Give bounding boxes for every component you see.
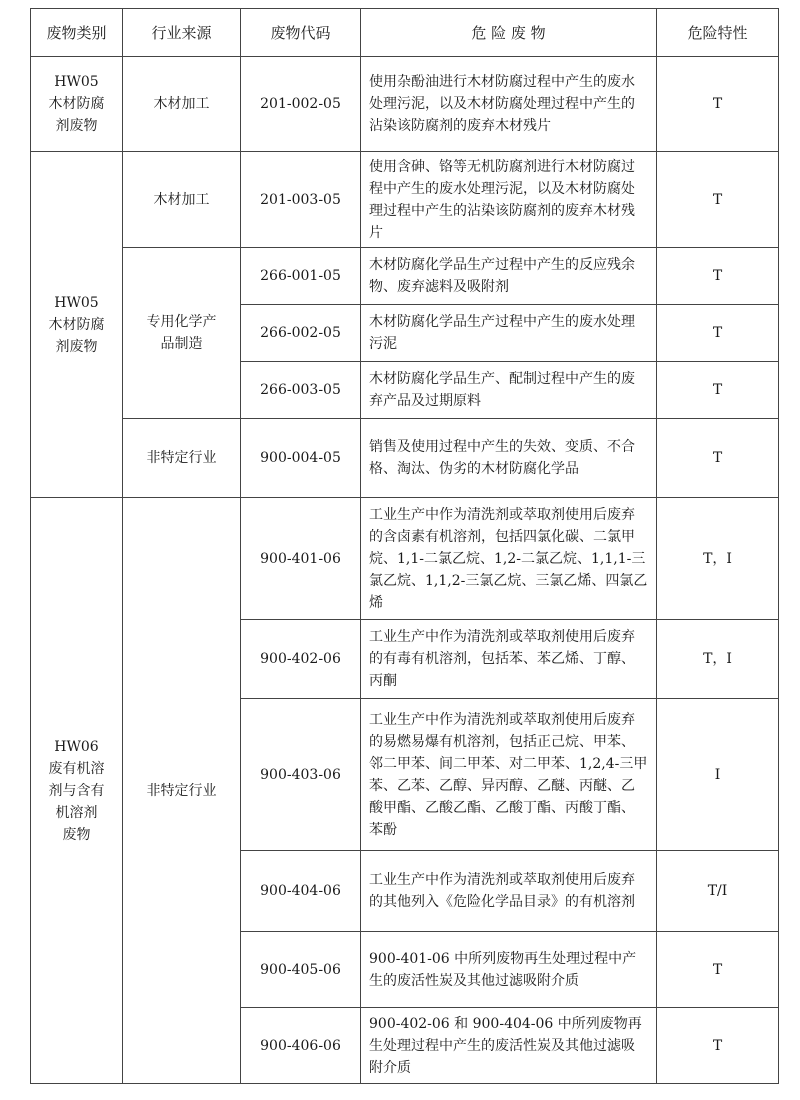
industry-source: 木材加工: [123, 152, 241, 248]
hazard-property: T: [657, 152, 779, 248]
hazard-property: T，I: [657, 498, 779, 620]
waste-description: 工业生产中作为清洗剂或萃取剂使用后废弃的其他列入《危险化学品目录》的有机溶剂: [361, 851, 657, 932]
industry-source-cell: [123, 248, 241, 419]
waste-code: 900-406-06: [241, 1008, 361, 1084]
table-row: [31, 248, 779, 305]
waste-description: 使用含砷、铬等无机防腐剂进行木材防腐过程中产生的废水处理污泥，以及木材防腐处理过程中产生的沾染该防腐剂的废弃木材残片: [361, 152, 657, 248]
hazard-property: T: [657, 57, 779, 152]
header-waste: 危 险 废 物: [361, 9, 657, 57]
waste-category-cell: [31, 498, 123, 1084]
header-property: 危险特性: [657, 9, 779, 57]
waste-description: 工业生产中作为清洗剂或萃取剂使用后废弃的有毒有机溶剂，包括苯、苯乙烯、丁醇、丙酮: [361, 620, 657, 699]
waste-code: 266-003-05: [241, 362, 361, 419]
header-industry: 行业来源: [123, 9, 241, 57]
waste-code: 900-004-05: [241, 419, 361, 498]
hazard-property: T，I: [657, 620, 779, 699]
industry-source: 非特定行业: [123, 498, 241, 1084]
waste-description: 木材防腐化学品生产、配制过程中产生的废弃产品及过期原料: [361, 362, 657, 419]
waste-description: 使用杂酚油进行木材防腐过程中产生的废水处理污泥，以及木材防腐处理过程中产生的沾染该防腐剂的废弃木材残片: [361, 57, 657, 152]
industry-source: 非特定行业: [123, 419, 241, 498]
waste-code: 266-001-05: [241, 248, 361, 305]
waste-description: 销售及使用过程中产生的失效、变质、不合格、淘汰、伪劣的木材防腐化学品: [361, 419, 657, 498]
waste-category: HW06 废有机溶 剂与含有 机溶剂 废物: [48, 738, 105, 843]
waste-description: 木材防腐化学品生产过程中产生的反应残余物、废弃滤料及吸附剂: [361, 248, 657, 305]
waste-description: 木材防腐化学品生产过程中产生的废水处理污泥: [361, 305, 657, 362]
table-row: [31, 419, 779, 498]
hazardous-waste-table: [30, 8, 779, 1084]
header-category: 废物类别: [31, 9, 123, 57]
hazard-property: T: [657, 305, 779, 362]
waste-description: 工业生产中作为清洗剂或萃取剂使用后废弃的易燃易爆有机溶剂，包括正己烷、甲苯、邻二甲苯、间二甲苯、对二甲苯、1,2,4-三甲苯、乙苯、乙醇、异丙醇、乙醚、丙醚、乙酸甲酯、乙酸乙酯、乙酸丁酯、丙酸丁酯、苯酚: [361, 699, 657, 851]
table-row: [31, 152, 779, 248]
industry-source: 专用化学产 品制造: [146, 314, 217, 352]
header-code: 废物代码: [241, 9, 361, 57]
waste-description: 工业生产中作为清洗剂或萃取剂使用后废弃的含卤素有机溶剂，包括四氯化碳、二氯甲烷、1,1-二氯乙烷、1,2-二氯乙烷、1,1,1-三氯乙烷、1,1,2-三氯乙烷、三氯乙烯、四氯乙烯: [361, 498, 657, 620]
header-row: [31, 9, 779, 57]
waste-code: 900-401-06: [241, 498, 361, 620]
waste-code: 201-003-05: [241, 152, 361, 248]
waste-category-cell: [31, 152, 123, 498]
hazard-property: T: [657, 419, 779, 498]
hazard-property: T: [657, 248, 779, 305]
waste-code: 900-405-06: [241, 932, 361, 1008]
waste-category: HW05 木材防腐 剂废物: [48, 294, 105, 355]
hazard-property: T/I: [657, 851, 779, 932]
waste-code: 201-002-05: [241, 57, 361, 152]
waste-category-cell: [31, 57, 123, 152]
waste-code: 900-403-06: [241, 699, 361, 851]
hazard-property: I: [657, 699, 779, 851]
waste-code: 900-404-06: [241, 851, 361, 932]
table-row: [31, 57, 779, 152]
waste-code: 266-002-05: [241, 305, 361, 362]
hazard-property: T: [657, 932, 779, 1008]
waste-description: 900-402-06 和 900-404-06 中所列废物再生处理过程中产生的废活性炭及其他过滤吸附介质: [361, 1008, 657, 1084]
hazard-property: T: [657, 362, 779, 419]
hazard-property: T: [657, 1008, 779, 1084]
waste-category: HW05 木材防腐 剂废物: [48, 74, 105, 134]
table-row: [31, 498, 779, 620]
waste-description: 900-401-06 中所列废物再生处理过程中产生的废活性炭及其他过滤吸附介质: [361, 932, 657, 1008]
waste-code: 900-402-06: [241, 620, 361, 699]
industry-source: 木材加工: [123, 57, 241, 152]
